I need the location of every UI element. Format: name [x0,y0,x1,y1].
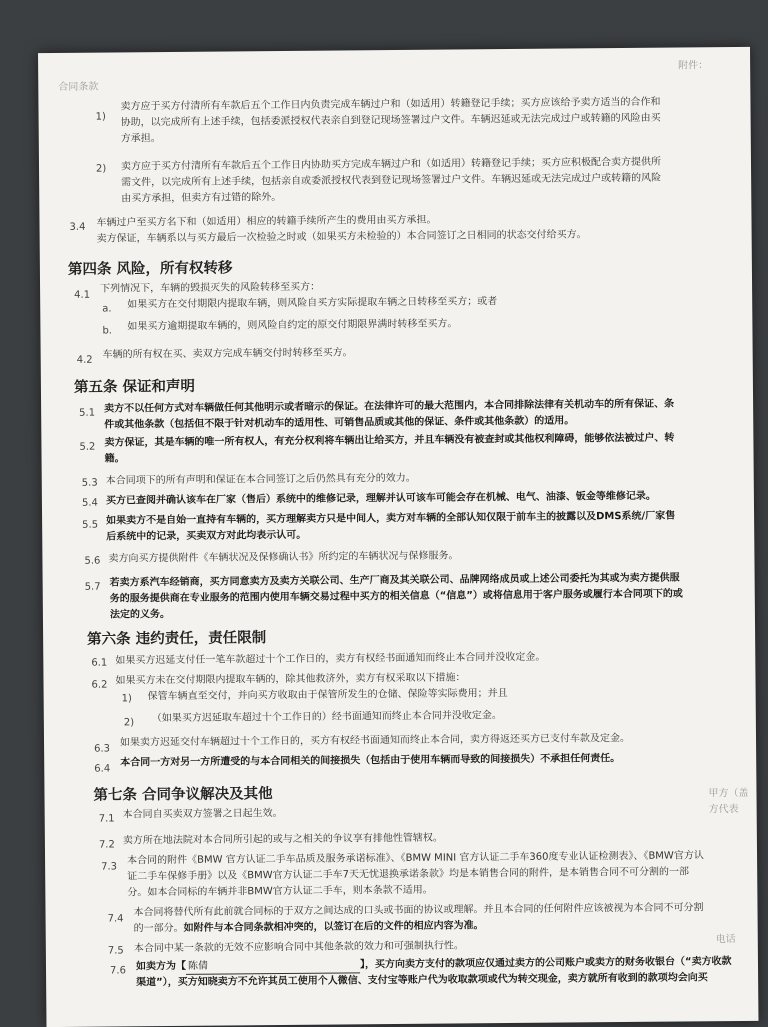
clause-line: 若卖方系汽车经销商，买方同意卖方及卖方关联公司、生产厂商及其关联公司、品牌网络成员或上述公司委托为其或为卖方提供服 [109,572,680,589]
clause-line: 籍。 [104,453,125,465]
clause-line: 证二手车保修手册》以及《BMW官方认证二手车7天无忧退换承诺条款》均是本销售合同的附件，是本销售合同不可分割的一部 [127,866,689,883]
clause-num: 7.5 [107,945,124,957]
clause-line: 保管车辆直至交付，并向买方收取由于保管所发生的仓储、保险等实际费用；并且 [147,688,508,703]
clause-text: 】，买方向卖方支付的款项应仅通过卖方的公司账户或卖方的财务收银台（“卖方收款 [359,956,732,971]
clause-line: 需文件，以完成所有上述手续，包括亲自或委派授权代表到登记现场签署过户文件。车辆迟延或无法完成过户或转籍的风险 [121,172,662,189]
clause-num: 4.2 [76,354,93,366]
clause-line: （如果买方迟延取车超过十个工作日的）经书面通知而终止本合同并没收定金。 [151,710,502,725]
section-heading: 第七条 合同争议解决及其他 [93,786,273,804]
clause-line: 本合同中某一条款的无效不应影响合同中其他条款的效力和可强制执行性。 [133,940,464,955]
clause-line: 卖方不以任何方式对车辆做任何其他明示或者暗示的保证。在法律许可的最大范围内，本合同排除法律有关机动车的所有保证、条 [104,398,675,415]
clause-num: a. [102,303,112,315]
clause-num: 3.4 [69,221,86,233]
clause-line: 后系统中的记录，买卖双方对此均表示认可。 [106,529,307,543]
page-corner-right: 附件： [678,60,709,72]
clause-line: 分。如本合同标的车辆并非BMW官方认证二手车，则本条款不适用。 [127,884,433,899]
clause-num: 5.4 [81,497,98,509]
clause-num: 5.2 [79,441,96,453]
clause-line: 如果买方迟延支付任一笔车款超过十个工作日的，卖方有权经书面通知而终止本合同并没收定金。 [115,651,546,667]
clause-num: 1) [121,693,132,705]
clause-num: 4.1 [74,289,91,301]
margin-note: 电话 [715,934,736,946]
clause-line: 务的服务提供商在专业服务的范围内使用车辆交易过程中买方的相关信息（“信息”）或将信息用于客户服务或履行本合同项下的或 [109,588,683,605]
clause-line: 卖方向买方提供附件《车辆状况及保修确认书》所约定的车辆状况与保修服务。 [108,550,459,565]
clause-line: 本合同自买卖双方签署之日起生效。 [122,808,283,821]
clause-num: 7.4 [107,913,124,925]
payee-name-field [186,958,360,975]
clause-line: 卖方所在地法院对本合同所引起的或与之相关的争议享有排他性管辖权。 [122,832,443,847]
clause-num: 7.6 [109,965,126,977]
clause-line: 如果卖方迟延交付车辆超过十个工作日的，买方有权经书面通知而终止本合同，卖方得返还买方已支付车款及定金。 [119,732,631,749]
payee-name: 陈倩 [187,960,209,972]
clause-num: 2) [123,717,135,729]
clause-num: 7.2 [98,839,115,851]
clause-line: 方承担。 [120,133,161,145]
clause-line: 本合同一方对另一方所遭受的与本合同相关的间接损失（包括由于使用车辆而导致的间接损失）不承担任何责任。 [120,753,621,769]
clause-text: 的一部分。 [133,922,184,935]
clause-line: 法定的义务。 [109,608,170,621]
clause-line: 车辆的所有权在买、卖双方完成车辆交付时转移至买方。 [102,347,353,361]
clause-line: 渠道”），买方知晓卖方不允许其员工使用个人微信、支付宝等账户代为收取款项或代为转交现金，卖方就所有收到的款项均会向买 [136,972,708,989]
clause-num: 5.3 [81,477,98,489]
clause-line: 如果买方未在交付期限内提取车辆的，除其他救济外，卖方有权采取以下措施： [115,672,466,687]
clause-line: 如果买方在交付期限内提取车辆，则风险自买方实际提取车辆之日转移至买方；或者 [127,296,498,311]
clause-line: 本合同项下的所有声明和保证在本合同签订之后仍然具有充分的效力。 [105,472,416,487]
clause-num: 6.2 [91,679,108,691]
clause-num: 6.4 [94,763,111,775]
page-corner-left: 合同条款 [58,81,99,93]
section-heading: 第五条 保证和声明 [73,378,196,396]
clause-line: 本合同将替代所有此前就合同标的于双方之间达成的口头或书面的协议或理解。并且本合同的任何附件应该被视为本合同不可分割 [133,902,704,919]
clause-num: b. [102,325,113,337]
margin-note: 甲方（盖 [708,787,749,800]
clause-text: 如卖方为【 [135,960,187,973]
clause-line: 买方已查阅并确认该车在厂家（售后）系统中的维修记录，理解并认可该车可能会存在机械、电气、油漆、钣金等维修记录。 [105,490,656,507]
clause-num: 5.1 [79,407,96,419]
clause-num: 6.1 [91,657,108,669]
clause-line: 卖方应于买方付清所有车款后五个工作日内协助买方完成车辆过户和（如适用）转籍登记手续；买方应积极配合卖方提供所 [120,156,662,173]
clause-num: 5.7 [84,581,101,593]
clause-line: 下列情况下，车辆的毁损灭失的风险转移至买方： [100,281,321,295]
clause-num: 7.3 [101,861,118,873]
clause-line: 协助，以完成所有上述手续，包括委派授权代表亲自到登记现场签署过户文件。车辆迟延或无法完成过户或转籍的风险由买 [120,112,661,129]
clause-line: 卖方保证，其是车辆的唯一所有权人，有充分权利将车辆出让给买方，并且车辆没有被查封或其他权利障碍，能够依法被过户、转 [104,432,675,449]
clause-line: 车辆过户至买方名下和（如适用）相应的转籍手续所产生的费用由买方承担。 [96,214,437,229]
margin-note: 方代表 [708,804,739,816]
clause-num: 7.1 [98,813,115,825]
clause-line: 如果买方逾期提取车辆的，则风险自约定的原交付期限界满时转移至买方。 [127,318,458,333]
section-heading: 第四条 风险，所有权转移 [67,260,233,278]
clause-num: 5.5 [82,519,99,531]
clause-line: 件或其他条款（包括但不限于针对机动车的适用性、可销售品质或其他的保证、条件或其他条款）的适用。 [104,415,575,431]
clause-line: 如果卖方不是自始一直持有车辆的，买方理解卖方只是中间人，卖方对车辆的全部认知仅限于前车主的披露以及DMS系统/厂家售 [106,510,676,527]
clause-num: 6.3 [94,743,111,755]
clause-line: 卖方应于买方付清所有车款后五个工作日内负责完成车辆过户和（如适用）转籍登记手续；买方应该给予卖方适当的合作和 [120,96,661,113]
clause-num: 1) [95,111,106,123]
clause-text-bold: 如附件与本合同条款相冲突的，以签订在后的文件的相应内容为准。 [183,920,484,934]
clause-line: 本合同的附件《BMW 官方认证二手车品质及服务承诺标准》、《BMW MINI 官方认证二手车360度专业认证检测表》、《BMW官方认 [127,850,704,867]
clause-num: 2) [95,163,107,175]
clause-num: 5.6 [84,555,101,567]
clause-line [134,919,484,936]
section-heading: 第六条 违约责任，责任限制 [87,630,267,648]
clause-line: 由买方承担，但卖方有过错的除外。 [121,191,282,205]
clause-line: 卖方保证，车辆系以与买方最后一次检验之时或（如果买方未检验的）本合同签订之日相同的状态交付给买方。 [96,229,587,245]
contract-page [38,47,758,1027]
